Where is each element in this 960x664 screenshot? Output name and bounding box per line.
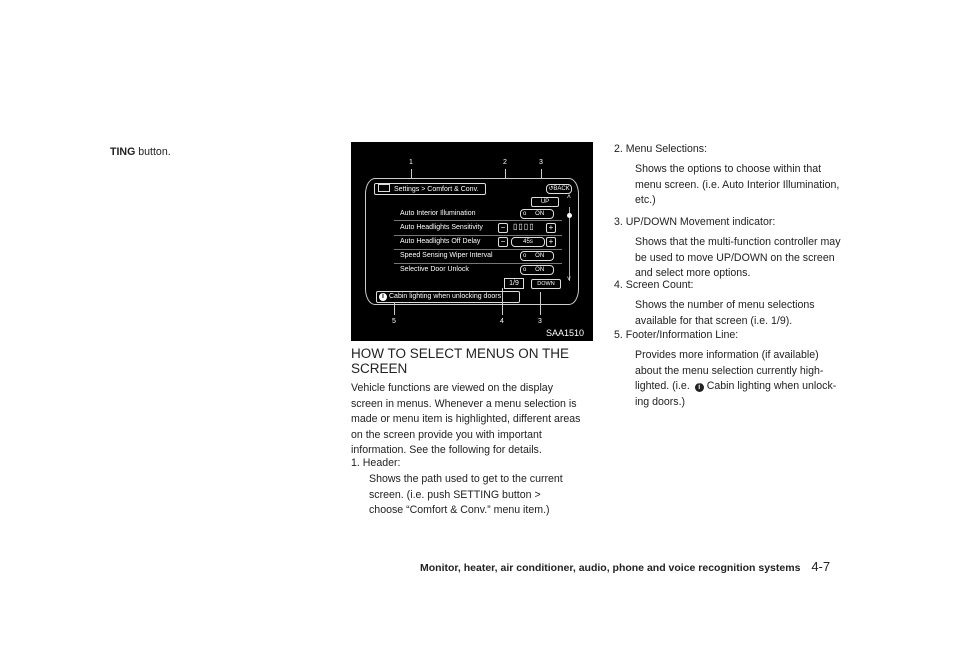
item-5-line: Provides more information (if available) xyxy=(635,349,819,361)
display-screen xyxy=(365,178,579,305)
toggle-indicator-icon: o xyxy=(523,267,527,273)
up-indicator[interactable]: UP xyxy=(531,197,559,207)
item-3-line: Shows that the multi-function controller may xyxy=(635,236,841,248)
back-button[interactable] xyxy=(546,184,572,194)
scroll-track[interactable] xyxy=(566,207,571,283)
menu-item-label[interactable]: Speed Sensing Wiper Interval xyxy=(400,252,493,259)
back-label: BACK xyxy=(553,186,570,192)
section-heading xyxy=(351,346,569,376)
settings-screen-figure xyxy=(351,142,593,341)
toggle-on[interactable] xyxy=(520,209,554,219)
screen-count: 1/9 xyxy=(504,278,524,289)
item-3-line: and select more options. xyxy=(635,267,751,279)
plus-icon[interactable]: + xyxy=(546,237,556,247)
footer-information-line xyxy=(376,291,520,303)
item-5-body xyxy=(635,348,836,410)
item-5-line: lighted. (i.e. xyxy=(635,380,690,392)
callout-2: 2 xyxy=(503,159,507,166)
intro-line: made or menu item is highlighted, different areas xyxy=(351,413,581,425)
section-heading-line1: HOW TO SELECT MENUS ON THE xyxy=(351,346,570,361)
callout-3-bottom: 3 xyxy=(538,318,542,325)
toggle-indicator-icon: o xyxy=(523,211,527,217)
item-5-inline-text: Cabin lighting when unlock- xyxy=(706,380,837,392)
item-5-title: 5. Footer/Information Line: xyxy=(614,329,739,341)
leader-line-3-bottom xyxy=(540,292,541,315)
footer-info-text: Cabin lighting when unlocking doors xyxy=(389,293,502,300)
callout-5: 5 xyxy=(392,318,396,325)
item-4-line: Shows the number of menu selections xyxy=(635,299,815,311)
menu-item-label[interactable]: Auto Headlights Off Delay xyxy=(400,238,481,245)
item-1-line: choose “Comfort & Conv.” menu item.) xyxy=(369,504,550,516)
header-path: Settings > Comfort & Conv. xyxy=(394,186,479,193)
continued-text-fragment xyxy=(110,145,171,161)
fragment-rest: button. xyxy=(138,146,171,158)
item-2-body xyxy=(635,162,839,209)
row-divider xyxy=(394,220,562,221)
toggle-value: ON xyxy=(535,267,545,273)
row-divider xyxy=(394,263,562,264)
page-number: 4-7 xyxy=(811,559,831,574)
info-icon: i xyxy=(695,383,704,392)
toggle-value: ON xyxy=(535,253,545,259)
plus-icon[interactable]: + xyxy=(546,223,556,233)
item-5-line-with-icon xyxy=(635,379,836,395)
delay-value: 45s xyxy=(511,237,545,247)
intro-paragraph xyxy=(351,381,580,459)
leader-line-4 xyxy=(502,288,503,315)
callout-3-top: 3 xyxy=(539,159,543,166)
toggle-on[interactable] xyxy=(520,251,554,261)
down-indicator[interactable]: DOWN xyxy=(531,279,561,289)
row-divider xyxy=(394,249,562,250)
callout-4: 4 xyxy=(500,318,504,325)
item-3-title: 3. UP/DOWN Movement indicator: xyxy=(614,216,776,228)
intro-line: on the screen provide you with important xyxy=(351,428,542,441)
sensitivity-level-bars: ▯▯▯▯ xyxy=(513,222,535,231)
item-1-line: screen. (i.e. push SETTING button > xyxy=(369,488,541,501)
figure-code: SAA1510 xyxy=(545,328,584,338)
up-arrow-icon: ˄ xyxy=(566,194,571,201)
item-4-line: available for that screen (i.e. 1/9). xyxy=(635,314,793,327)
item-2-line: Shows the options to choose within that xyxy=(635,163,822,175)
minus-icon[interactable]: − xyxy=(498,223,508,233)
item-1-body xyxy=(369,472,563,519)
item-3-line: be used to move UP/DOWN on the screen xyxy=(635,251,835,264)
item-2-title: 2. Menu Selections: xyxy=(614,143,708,155)
item-2-line: etc.) xyxy=(635,194,656,206)
page-footer xyxy=(420,559,830,574)
menu-item-label[interactable]: Selective Door Unlock xyxy=(400,266,469,273)
back-arrow-icon: ↺ xyxy=(548,186,554,192)
row-divider xyxy=(394,235,562,236)
settings-icon xyxy=(378,184,390,192)
item-1-line: Shows the path used to get to the current xyxy=(369,473,563,485)
toggle-indicator-icon: o xyxy=(523,253,527,259)
minus-icon[interactable]: − xyxy=(498,237,508,247)
intro-line: Vehicle functions are viewed on the display xyxy=(351,382,553,394)
setting-button-label-fragment: TING xyxy=(110,146,136,158)
item-5-line: about the menu selection currently high- xyxy=(635,364,824,377)
item-5-line: ing doors.) xyxy=(635,395,686,408)
item-4-body xyxy=(635,298,815,329)
section-heading-line2: SCREEN xyxy=(351,361,408,376)
intro-line: information. See the following for details. xyxy=(351,444,542,456)
leader-line-5 xyxy=(394,302,395,315)
item-2-line: menu screen. (i.e. Auto Interior Illumination, xyxy=(635,178,840,191)
intro-line: screen in menus. Whenever a menu selection is xyxy=(351,397,577,410)
footer-chapter-title: Monitor, heater, air conditioner, audio, phone and voice recognition systems xyxy=(420,562,801,574)
callout-1: 1 xyxy=(409,159,413,166)
item-3-body xyxy=(635,235,841,282)
toggle-on[interactable] xyxy=(520,265,554,275)
screen-header xyxy=(374,183,486,195)
down-arrow-icon: ˅ xyxy=(566,276,571,283)
menu-item-label[interactable]: Auto Headlights Sensitivity xyxy=(400,224,483,231)
info-icon: i xyxy=(379,293,387,301)
toggle-value: ON xyxy=(535,211,545,217)
item-1-title: 1. Header: xyxy=(351,457,401,469)
item-4-title: 4. Screen Count: xyxy=(614,279,694,291)
menu-item-label[interactable]: Auto Interior Illumination xyxy=(400,210,476,217)
scroll-position-dot xyxy=(567,213,572,218)
